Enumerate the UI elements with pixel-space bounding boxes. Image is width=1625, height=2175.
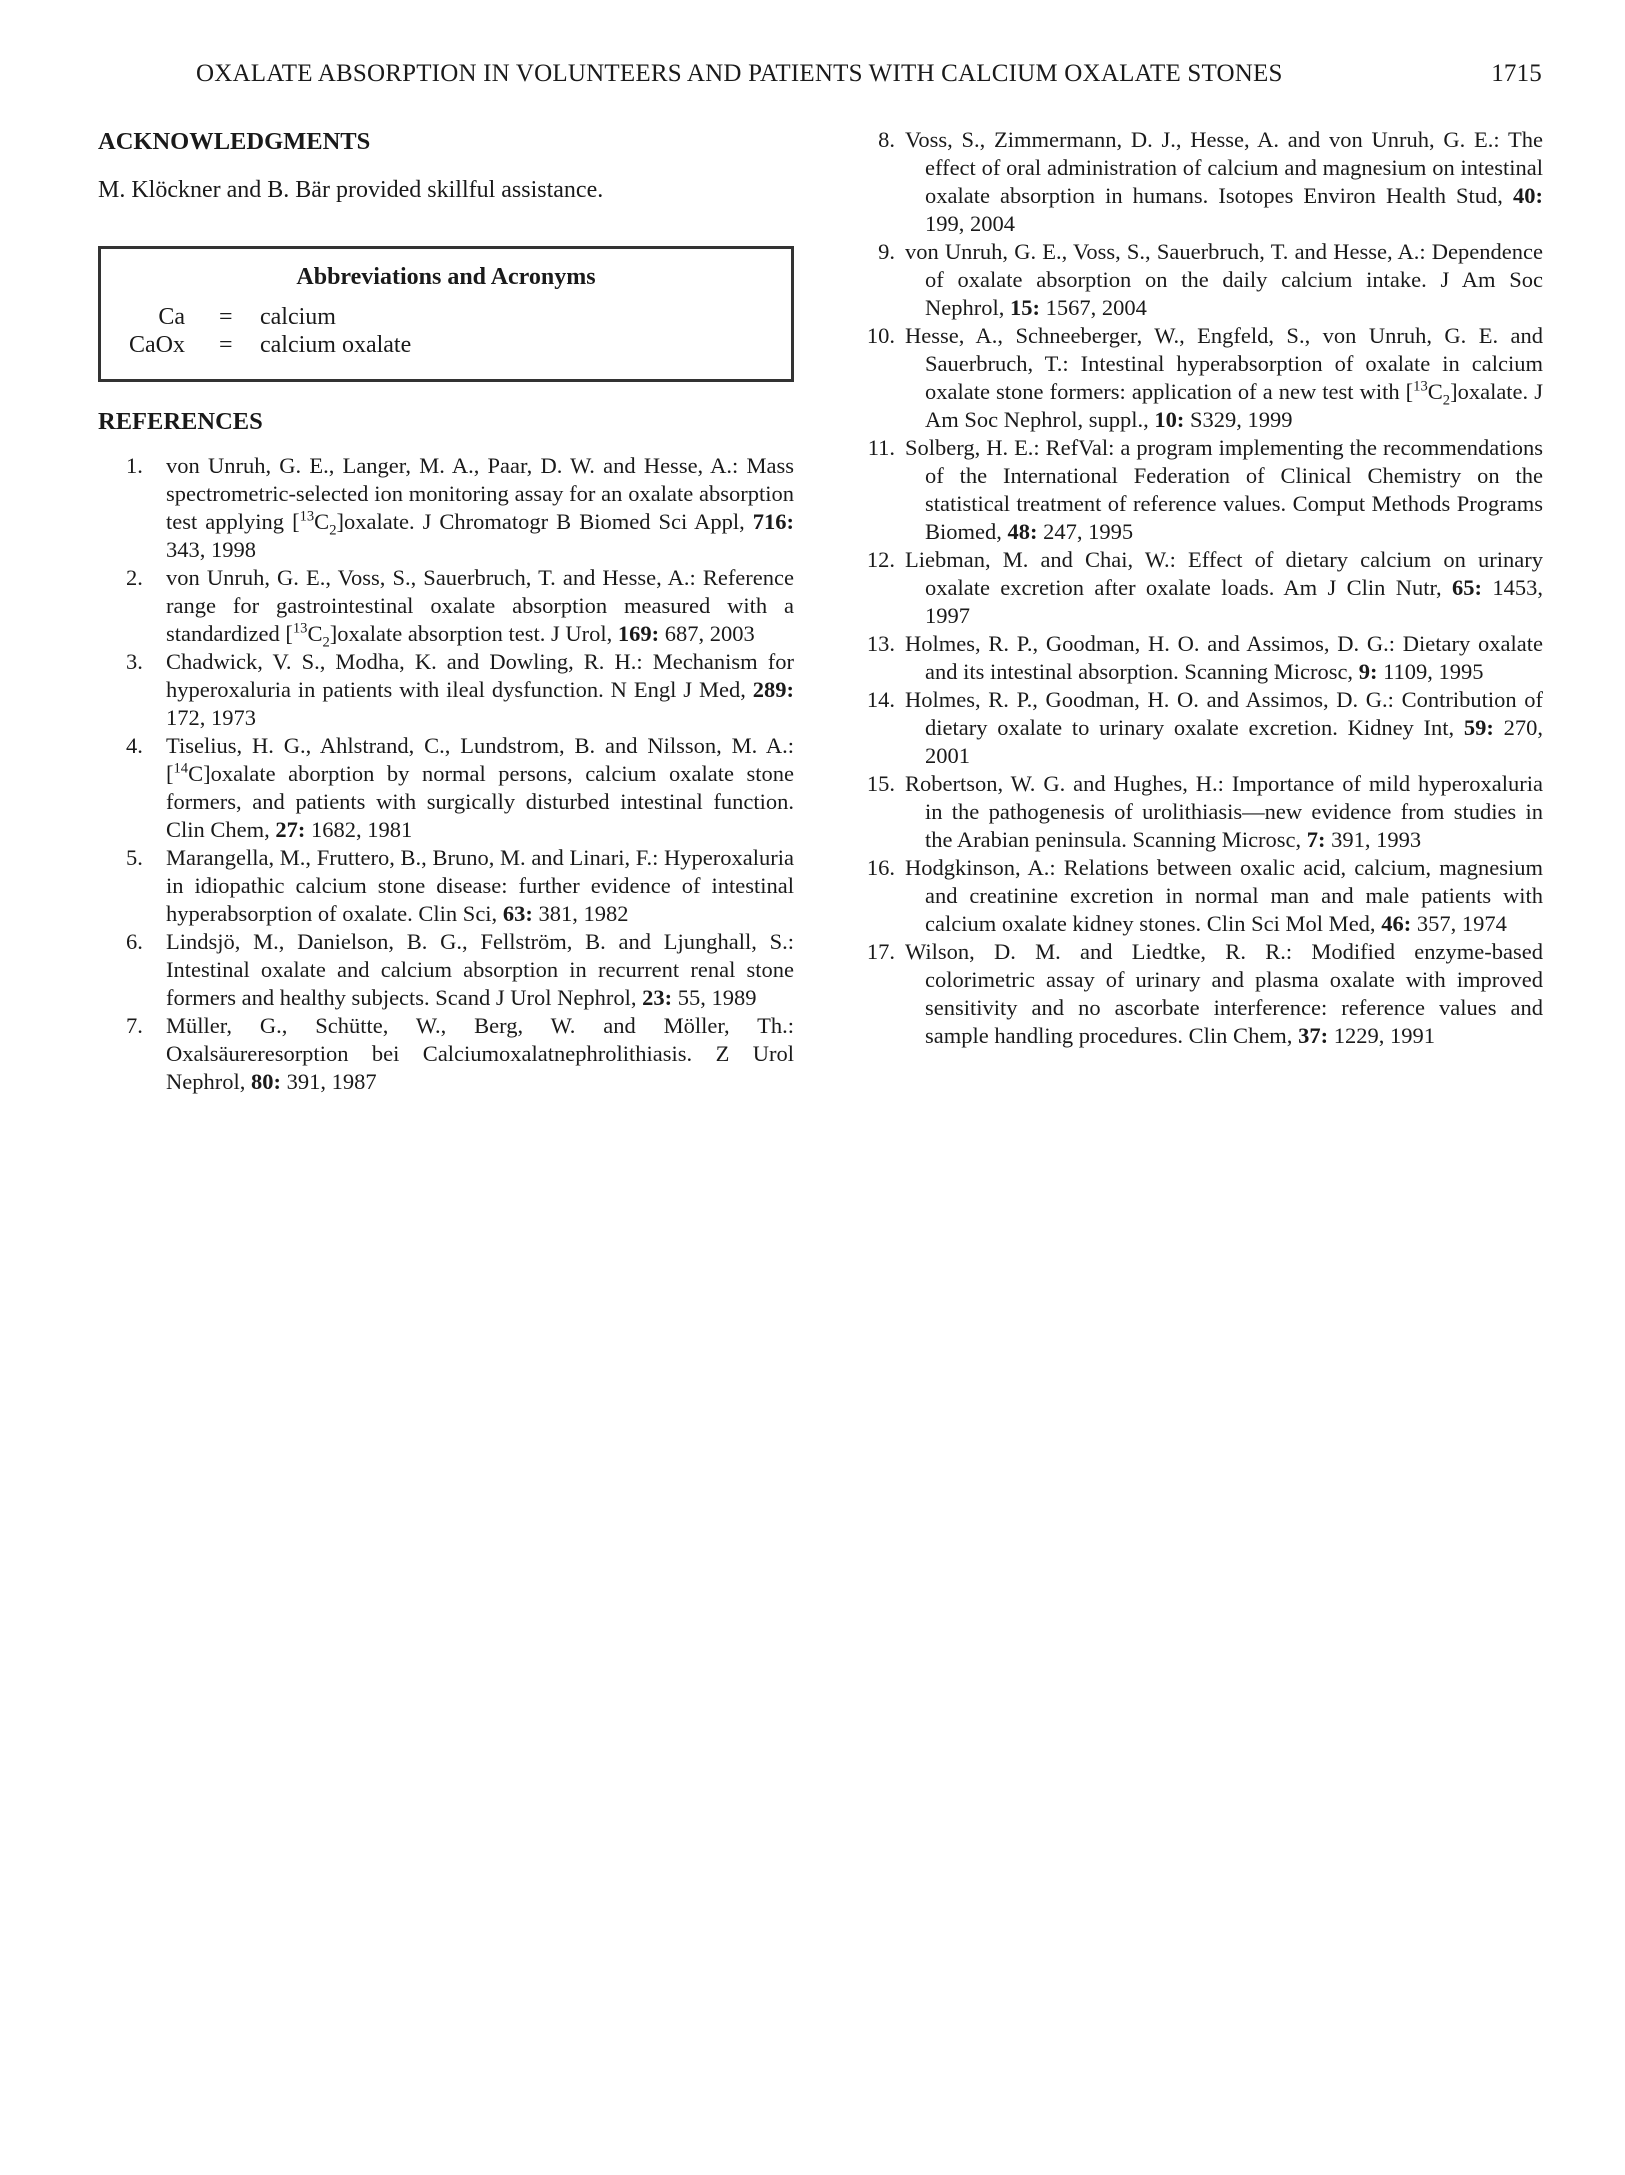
isotope-element: C — [307, 621, 323, 646]
running-head-title: OXALATE ABSORPTION IN VOLUNTEERS AND PATIENTS WITH CALCIUM OXALATE STONES — [196, 60, 1283, 87]
reference-volume: 59: — [1463, 715, 1494, 740]
reference-text: Holmes, R. P., Goodman, H. O. and Assimos, D. G.: Contribution of dietary oxalate to urinary oxalate excretion. Kidney Int, — [905, 687, 1543, 740]
reference-text: Lindsjö, M., Danielson, B. G., Fellström, B. and Ljunghall, S.: Intestinal oxalate and calcium absorption in recurrent renal stone formers and healthy subjects. Scand J Urol Nephrol, — [166, 929, 794, 1010]
reference-item — [855, 630, 1543, 686]
reference-text: Hesse, A., Schneeberger, W., Engfeld, S., von Unruh, G. E. and Sauerbruch, T.: Intestinal hyperabsorption of oxalate in calcium oxalate stone formers: application of a new test with [ — [905, 323, 1543, 404]
reference-pages-year: 199, 2004 — [925, 211, 1015, 236]
reference-item — [855, 126, 1543, 238]
isotope-superscript: 14 — [173, 760, 189, 777]
reference-volume: 289: — [752, 677, 794, 702]
reference-number: 17. — [866, 939, 895, 964]
reference-volume: 716: — [752, 509, 794, 534]
left-column — [98, 126, 794, 1096]
abbreviations-title: Abbreviations and Acronyms — [296, 264, 596, 290]
reference-text: Voss, S., Zimmermann, D. J., Hesse, A. and von Unruh, G. E.: The effect of oral administration of calcium and magnesium on intestinal oxalate absorption in humans. Isotopes Environ Health Stud, — [905, 127, 1543, 208]
reference-number: 2. — [126, 565, 143, 590]
reference-item — [98, 928, 794, 1012]
reference-item — [98, 732, 794, 844]
isotope-superscript: 13 — [1413, 378, 1428, 395]
reference-pages-year: 247, 1995 — [1037, 519, 1134, 544]
reference-pages-year: 1453, 1997 — [925, 575, 1543, 628]
reference-volume: 46: — [1381, 911, 1412, 936]
reference-pages-year: 55, 1989 — [672, 985, 757, 1010]
reference-item — [98, 452, 794, 564]
reference-number: 12. — [866, 547, 895, 572]
reference-item — [855, 434, 1543, 546]
reference-text: Holmes, R. P., Goodman, H. O. and Assimos, D. G.: Dietary oxalate and its intestinal absorption. Scanning Microsc, — [905, 631, 1543, 684]
reference-volume: 27: — [275, 817, 306, 842]
reference-text-cont: ]oxalate absorption test. J Urol, — [329, 621, 618, 646]
reference-volume: 80: — [250, 1069, 281, 1094]
reference-volume: 7: — [1306, 827, 1326, 852]
abbreviation-definition: calcium oxalate — [260, 332, 412, 358]
reference-volume: 63: — [502, 901, 533, 926]
reference-text: von Unruh, G. E., Voss, S., Sauerbruch, T. and Hesse, A.: Reference range for gastrointestinal oxalate absorption measured with a standardized [ — [166, 565, 794, 646]
isotope-superscript: 13 — [299, 508, 315, 525]
reference-text: von Unruh, G. E., Voss, S., Sauerbruch, T. and Hesse, A.: Dependence of oxalate absorption on the daily calcium intake. J Am Soc Nephrol, — [905, 239, 1543, 320]
abbreviation-term: CaOx — [129, 332, 185, 358]
reference-number: 14. — [866, 687, 895, 712]
reference-text: Müller, G., Schütte, W., Berg, W. and Möller, Th.: Oxalsäureresorption bei Calciumoxalatnephrolithiasis. Z Urol Nephrol, — [166, 1013, 794, 1094]
reference-item — [98, 648, 794, 732]
abbreviation-equals: = — [219, 304, 233, 330]
reference-volume: 15: — [1009, 295, 1040, 320]
reference-number: 11. — [867, 435, 895, 460]
reference-text-cont: ]oxalate. J Chromatogr B Biomed Sci Appl, — [336, 509, 753, 534]
reference-volume: 169: — [617, 621, 660, 646]
reference-item — [855, 938, 1543, 1050]
reference-pages-year: 687, 2003 — [659, 621, 755, 646]
acknowledgments-heading: ACKNOWLEDGMENTS — [98, 128, 371, 155]
acknowledgments-text: M. Klöckner and B. Bär provided skillful assistance. — [98, 177, 604, 203]
reference-list-right — [855, 126, 1543, 1050]
reference-pages-year: 1229, 1991 — [1328, 1023, 1435, 1048]
reference-text: Hodgkinson, A.: Relations between oxalic acid, calcium, magnesium and creatinine excretion in normal man and male patients with calcium oxalate kidney stones. Clin Sci Mol Med, — [905, 855, 1543, 936]
reference-number: 3. — [126, 649, 143, 674]
reference-item — [855, 546, 1543, 630]
abbreviation-term: Ca — [158, 304, 185, 330]
reference-pages-year: 381, 1982 — [532, 901, 629, 926]
reference-item — [855, 686, 1543, 770]
reference-item — [98, 844, 794, 928]
reference-text-cont: ]oxalate aborption by normal persons, calcium oxalate stone formers, and patients with surgically disturbed intestinal function. Clin Chem, — [166, 761, 794, 842]
reference-text: von Unruh, G. E., Langer, M. A., Paar, D. W. and Hesse, A.: Mass spectrometric-selected ion monitoring assay for an oxalate absorption test applying [ — [166, 453, 794, 534]
isotope-element: C — [1427, 379, 1443, 404]
reference-number: 4. — [126, 733, 143, 758]
reference-text: Robertson, W. G. and Hughes, H.: Importance of mild hyperoxaluria in the pathogenesis of urolithiasis—new evidence from studies in the Arabian peninsula. Scanning Microsc, — [905, 771, 1543, 852]
reference-volume: 10: — [1154, 407, 1185, 432]
reference-number: 16. — [866, 855, 895, 880]
abbreviation-equals: = — [219, 332, 233, 358]
reference-number: 7. — [126, 1013, 143, 1038]
reference-list-left — [98, 452, 794, 1096]
right-column — [855, 126, 1543, 1050]
reference-text: Chadwick, V. S., Modha, K. and Dowling, R. H.: Mechanism for hyperoxaluria in patients with ileal dysfunction. N Engl J Med, — [166, 649, 794, 702]
reference-pages-year: 343, 1998 — [166, 537, 256, 562]
reference-number: 13. — [866, 631, 895, 656]
reference-volume: 23: — [642, 985, 673, 1010]
isotope-element: C — [188, 761, 204, 786]
abbreviation-definition: calcium — [260, 304, 336, 330]
references-heading: REFERENCES — [98, 408, 263, 435]
reference-item — [98, 1012, 794, 1096]
reference-pages-year: 270, 2001 — [925, 715, 1543, 768]
reference-number: 9. — [878, 239, 895, 264]
isotope-subscript: 2 — [329, 522, 337, 539]
reference-pages-year: 172, 1973 — [166, 705, 256, 730]
reference-volume: 40: — [1513, 183, 1543, 208]
reference-text: Marangella, M., Fruttero, B., Bruno, M. and Linari, F.: Hyperoxaluria in idiopathic calcium stone disease: further evidence of intestinal hyperabsorption of oxalate. Clin Sci, — [166, 845, 794, 926]
reference-number: 5. — [126, 845, 143, 870]
reference-text-cont: ]oxalate. J Am Soc Nephrol, suppl., — [925, 379, 1543, 432]
reference-item — [98, 564, 794, 651]
reference-text: Tiselius, H. G., Ahlstrand, C., Lundstrom, B. and Nilsson, M. A.: [ — [166, 733, 794, 786]
isotope-subscript: 2 — [322, 634, 330, 651]
reference-pages-year: 391, 1993 — [1325, 827, 1422, 852]
reference-pages-year: 1109, 1995 — [1377, 659, 1484, 684]
isotope-element: C — [314, 509, 330, 534]
reference-pages-year: 391, 1987 — [280, 1069, 377, 1094]
reference-number: 6. — [126, 929, 143, 954]
reference-item — [855, 322, 1543, 434]
reference-pages-year: 1567, 2004 — [1039, 295, 1147, 320]
reference-volume: 48: — [1007, 519, 1038, 544]
reference-volume: 37: — [1298, 1023, 1329, 1048]
reference-item — [855, 238, 1543, 322]
reference-item — [855, 770, 1543, 854]
reference-pages-year: 1682, 1981 — [305, 817, 413, 842]
reference-number: 15. — [866, 771, 895, 796]
reference-text: Solberg, H. E.: RefVal: a program implementing the recommendations of the International Federation of Clinical Chemistry on the statistical treatment of reference values. Comput Methods Programs Biomed, — [905, 435, 1543, 544]
reference-text: Wilson, D. M. and Liedtke, R. R.: Modified enzyme-based colorimetric assay of urinary and plasma oxalate with improved sensitivity and no ascorbate interference: reference values and sample handling procedures. Clin Chem, — [905, 939, 1543, 1048]
reference-number: 10. — [866, 323, 895, 348]
reference-text: Liebman, M. and Chai, W.: Effect of dietary calcium on urinary oxalate excretion after oxalate loads. Am J Clin Nutr, — [905, 547, 1543, 600]
reference-volume: 9: — [1358, 659, 1378, 684]
page-number: 1715 — [1491, 60, 1542, 87]
isotope-subscript: 2 — [1442, 392, 1451, 409]
isotope-superscript: 13 — [292, 620, 308, 637]
reference-pages-year: 357, 1974 — [1411, 911, 1507, 936]
reference-volume: 65: — [1452, 575, 1483, 600]
reference-number: 8. — [878, 127, 895, 152]
reference-pages-year: S329, 1999 — [1184, 407, 1293, 432]
abbreviations-box — [98, 246, 794, 382]
reference-item — [855, 854, 1543, 938]
reference-number: 1. — [126, 453, 143, 478]
